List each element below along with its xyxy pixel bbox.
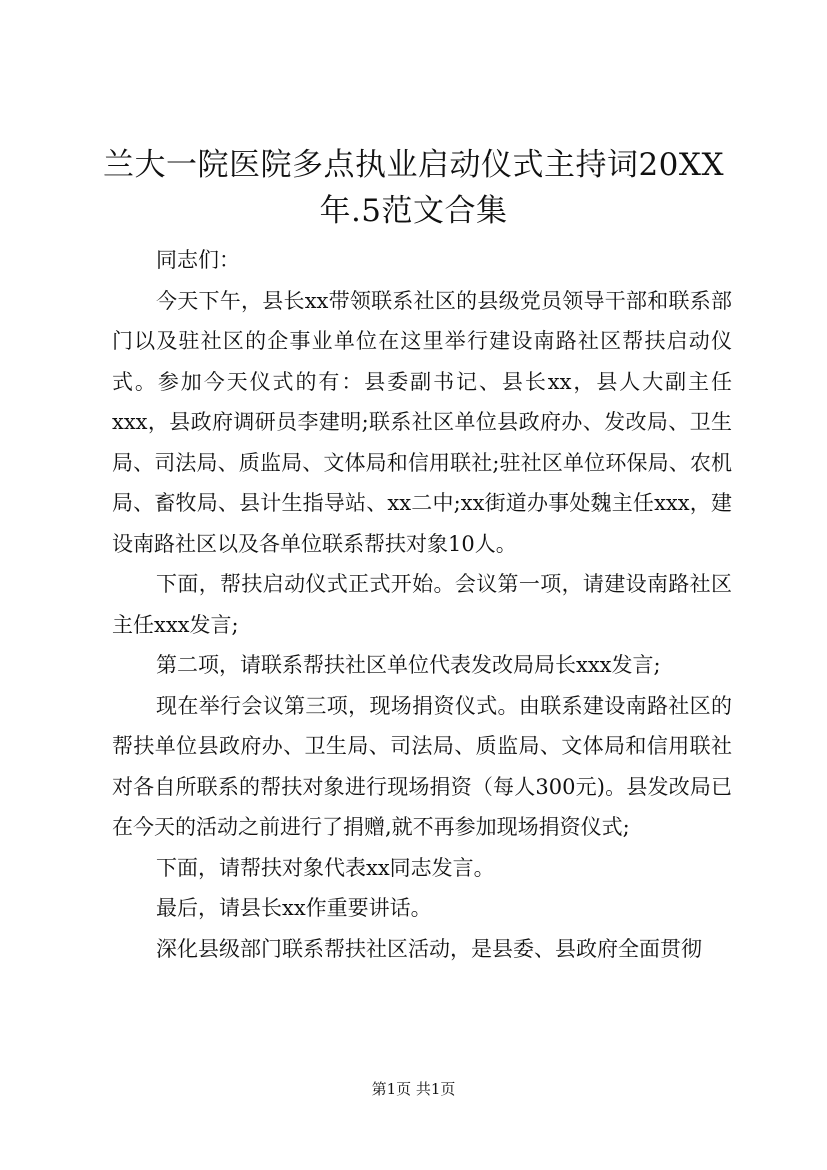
paragraph-introduction: 今天下午，县长xx带领联系社区的县级党员领导干部和联系部门以及驻社区的企事业单位在这里举行建设南路社区帮扶启动仪式。参加今天仪式的有：县委副书记、县长xx，县人大副主任xxx，县政府调研员李建明;联系社区单位县政府办、发改局、卫生局、司法局、质监局、文体局和信用联社;驻社区单位环保局、农机局、畜牧局、县计生指导站、xx二中;xx街道办事处魏主任xxx，建设南路社区以及各单位联系帮扶对象10人。 [112,288,732,556]
paragraph-salutation: 同志们： [156,248,240,272]
paragraph-item-three: 现在举行会议第三项，现场捐资仪式。由联系建设南路社区的帮扶单位县政府办、卫生局、司法局、质监局、文体局和信用联社对各自所联系的帮扶对象进行现场捐资（每人300元)。县发改局已在今天的活动之前进行了捐赠,就不再参加现场捐资仪式; [112,693,732,839]
document-body [112,240,732,969]
page-number-footer: 第1页 共1页 [371,1080,456,1098]
paragraph-item-one: 下面，帮扶启动仪式正式开始。会议第一项，请建设南路社区主任xxx发言; [112,572,732,637]
title-line-2: 年.5范文合集 [319,193,508,229]
title-line-1: 兰大一院医院多点执业启动仪式主持词20XX [102,147,725,183]
paragraph-closing: 深化县级部门联系帮扶社区活动，是县委、县政府全面贯彻 [156,936,702,961]
paragraph-item-two: 第二项，请联系帮扶社区单位代表发改局局长xxx发言; [156,653,661,677]
paragraph-beneficiary-speech: 下面，请帮扶对象代表xx同志发言。 [156,855,495,880]
document-title [100,142,727,234]
paragraph-county-head-speech: 最后，请县长xx作重要讲话。 [156,896,432,920]
